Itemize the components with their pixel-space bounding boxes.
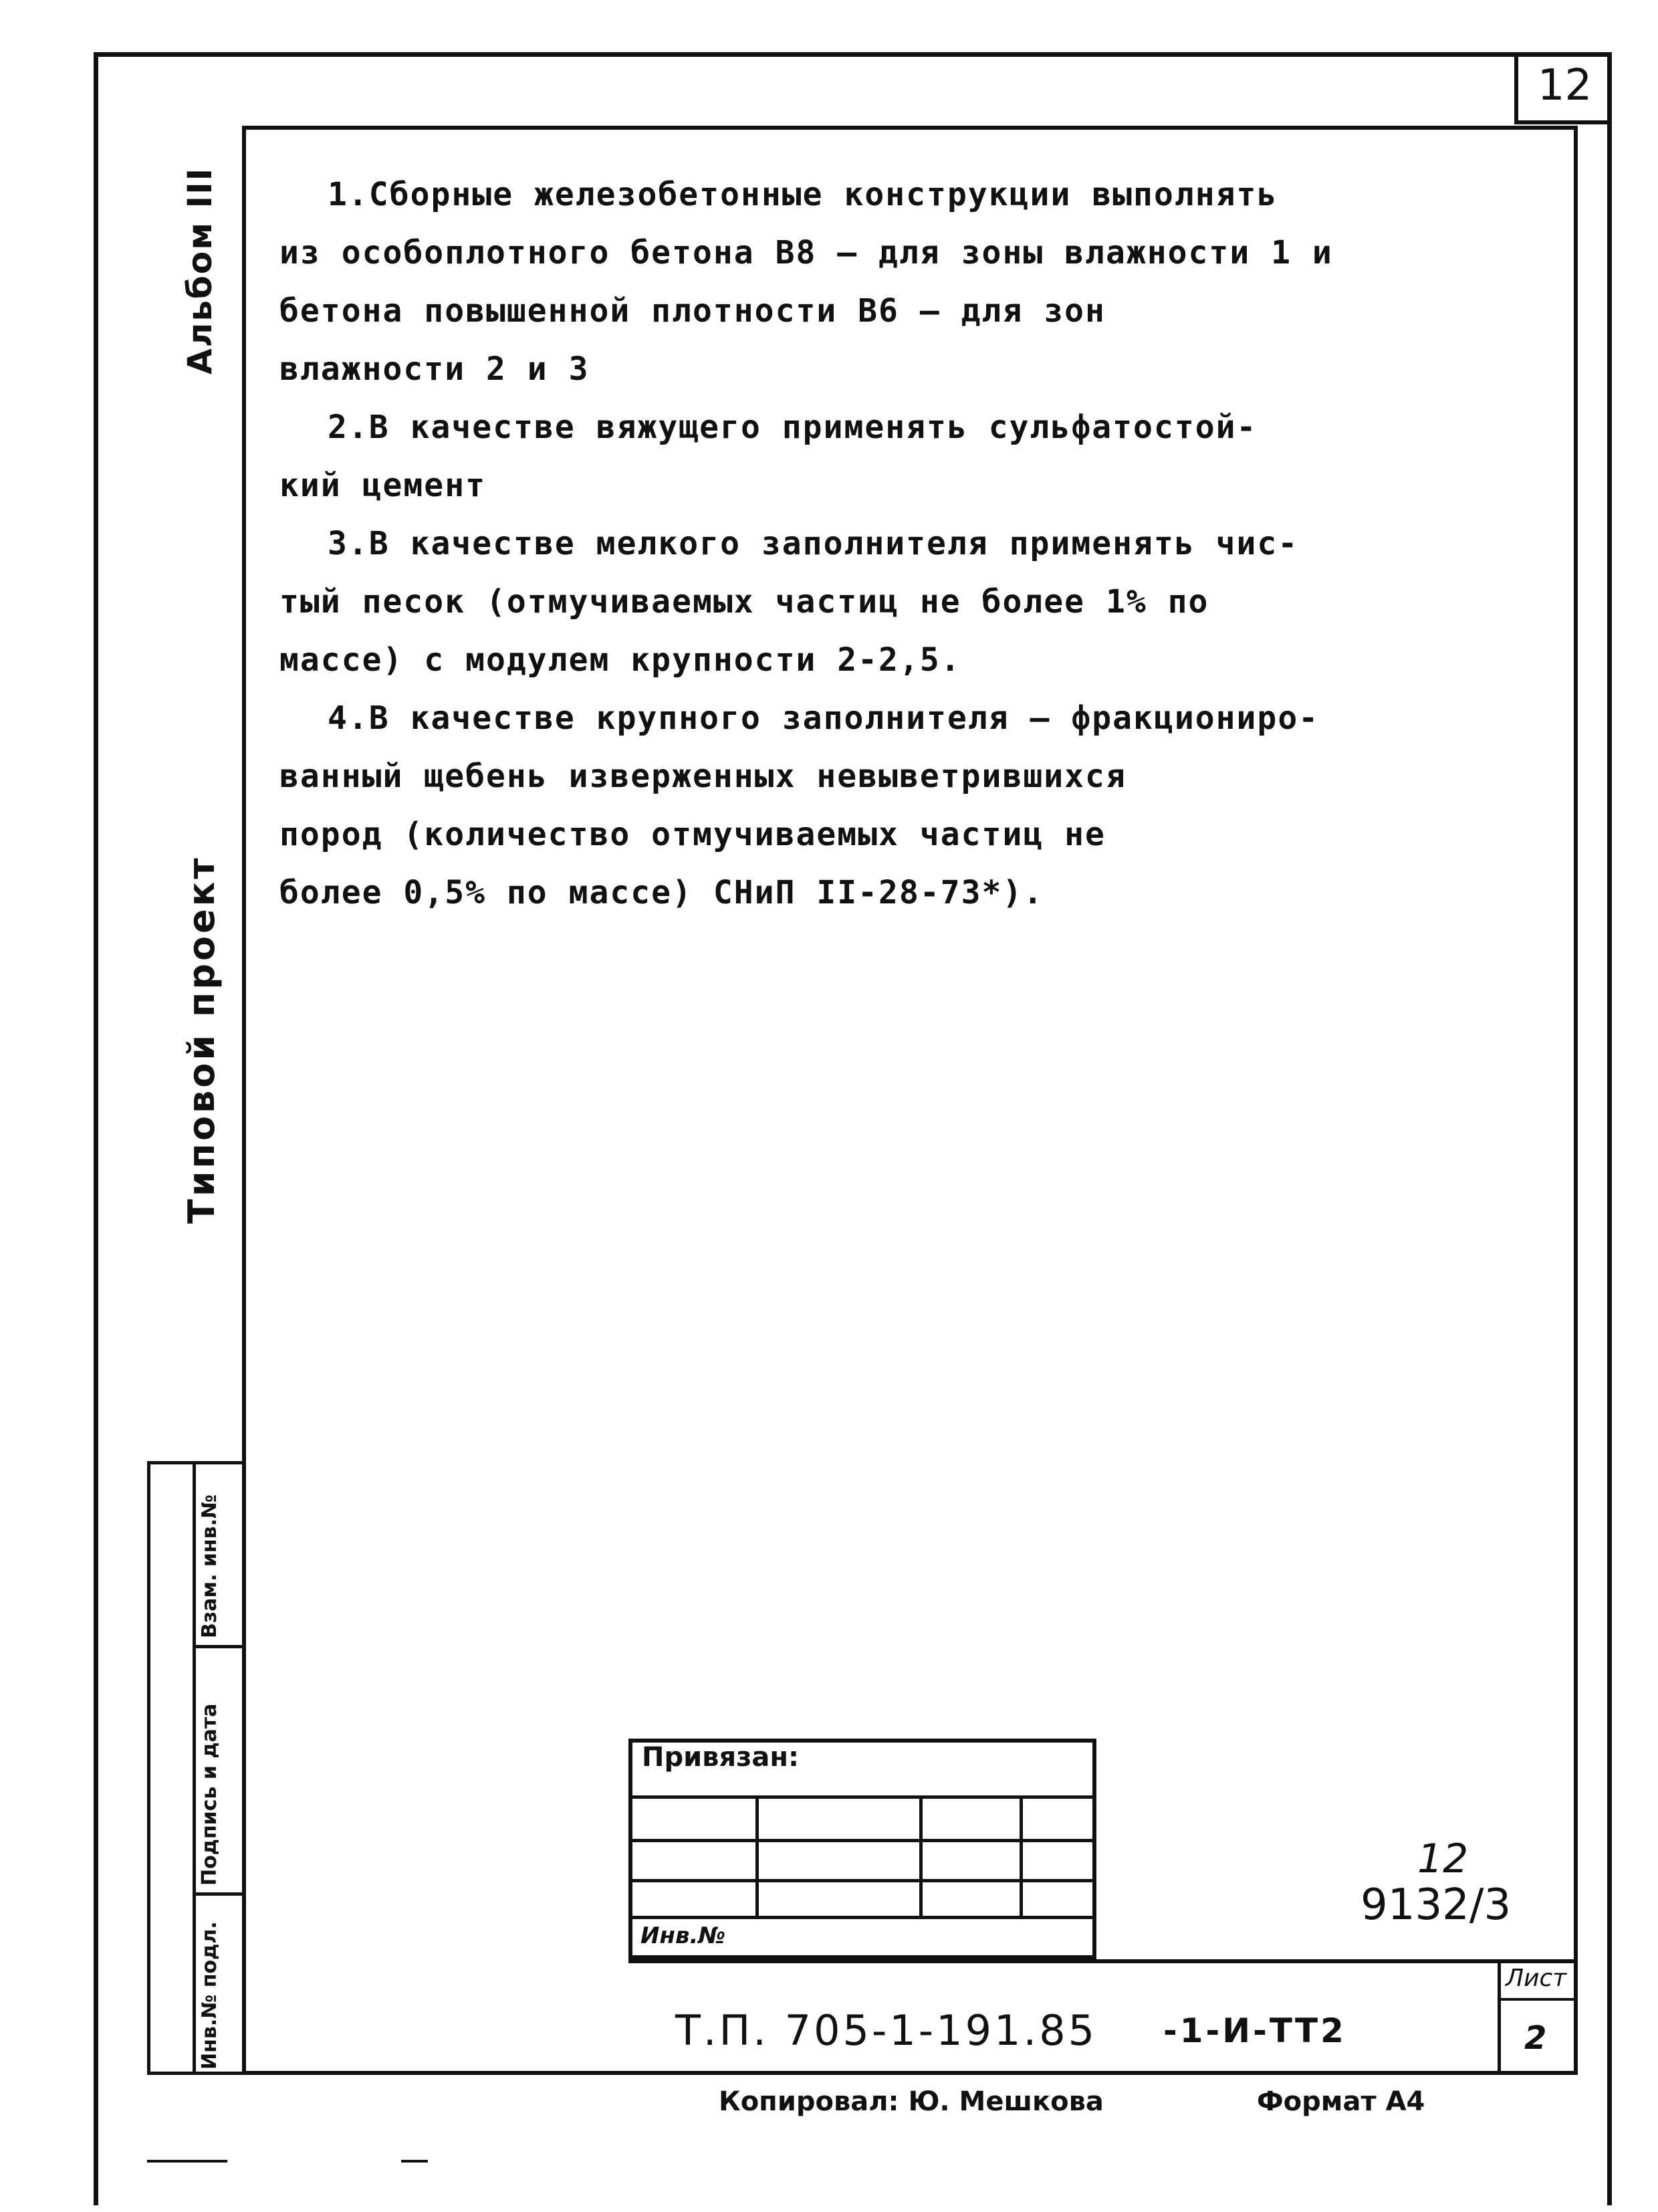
stamp-strip-divider xyxy=(193,1461,196,2075)
sheet-number: 2 xyxy=(1524,2019,1547,2057)
sheet-label: Лист xyxy=(1506,1965,1567,1992)
note-line: тый песок (отмучиваемых частиц не более 1% по xyxy=(279,583,1209,621)
note-line: влажности 2 и 3 xyxy=(279,350,590,388)
album-label: Альбом III xyxy=(181,167,219,374)
inv-number-label: Инв.№ xyxy=(640,1922,726,1949)
stamp-inv-podl: Инв.№ подл. xyxy=(198,1921,221,2070)
note-line: ванный щебень изверженных невыветрившихся xyxy=(279,758,1127,795)
note-line: бетона повышенной плотности В6 – для зон xyxy=(279,292,1106,330)
note-line: массе) с модулем крупности 2-2,5. xyxy=(279,641,961,679)
notes-text xyxy=(279,166,1550,922)
outer-frame-top xyxy=(94,52,1611,57)
table-rule xyxy=(919,1795,923,1916)
title-block-rule xyxy=(1498,1959,1501,2075)
table-rule xyxy=(628,1879,1096,1882)
document-code: Т.П. 705-1-191.85 xyxy=(675,2006,1098,2055)
doc-number-top: 12 xyxy=(1417,1836,1469,1882)
note-line: 2.В качестве вяжущего применять сульфатостой- xyxy=(328,409,1258,446)
outer-frame-right xyxy=(1607,52,1612,2205)
title-block-rule xyxy=(628,1959,1578,1963)
binding-title: Привязан: xyxy=(642,1742,799,1773)
title-block-rule xyxy=(1498,1998,1578,2001)
note-line: более 0,5% по массе) СНиП II-28-73*). xyxy=(279,874,1044,911)
document-code-suffix: -1-И-ТТ2 xyxy=(1163,2011,1346,2050)
table-rule xyxy=(1020,1795,1023,1916)
doc-number: 9132/3 xyxy=(1360,1880,1512,1930)
table-rule xyxy=(755,1795,759,1916)
typical-project-label: Типовой проект xyxy=(181,855,223,1224)
stamp-vzam-inv: Взам. инв.№ xyxy=(198,1494,221,1638)
copied-by: Копировал: Ю. Мешкова xyxy=(719,2086,1104,2117)
stamp-strip-separator xyxy=(193,1645,242,1648)
note-line: 4.В качестве крупного заполнителя – фракциониро- xyxy=(328,699,1320,737)
outer-frame-mark xyxy=(401,2160,428,2163)
note-line: кий цемент xyxy=(279,467,486,504)
table-rule xyxy=(628,1839,1096,1842)
paper-format: Формат А4 xyxy=(1257,2086,1425,2117)
stamp-podpis-data: Подпись и дата xyxy=(198,1703,221,1886)
note-line: из особоплотного бетона В8 – для зоны влажности 1 и xyxy=(279,234,1333,271)
note-line: пород (количество отмучиваемых частиц не xyxy=(279,816,1106,853)
outer-frame-mark xyxy=(147,2160,227,2163)
table-rule xyxy=(628,1916,1096,1919)
table-rule xyxy=(628,1795,1096,1799)
note-line: 1.Сборные железобетонные конструкции выполнять xyxy=(328,176,1278,213)
page-number: 12 xyxy=(1514,52,1611,124)
note-line: 3.В качестве мелкого заполнителя применять чис- xyxy=(328,525,1299,562)
outer-frame-left xyxy=(94,52,98,2205)
stamp-strip-separator xyxy=(193,1892,242,1896)
